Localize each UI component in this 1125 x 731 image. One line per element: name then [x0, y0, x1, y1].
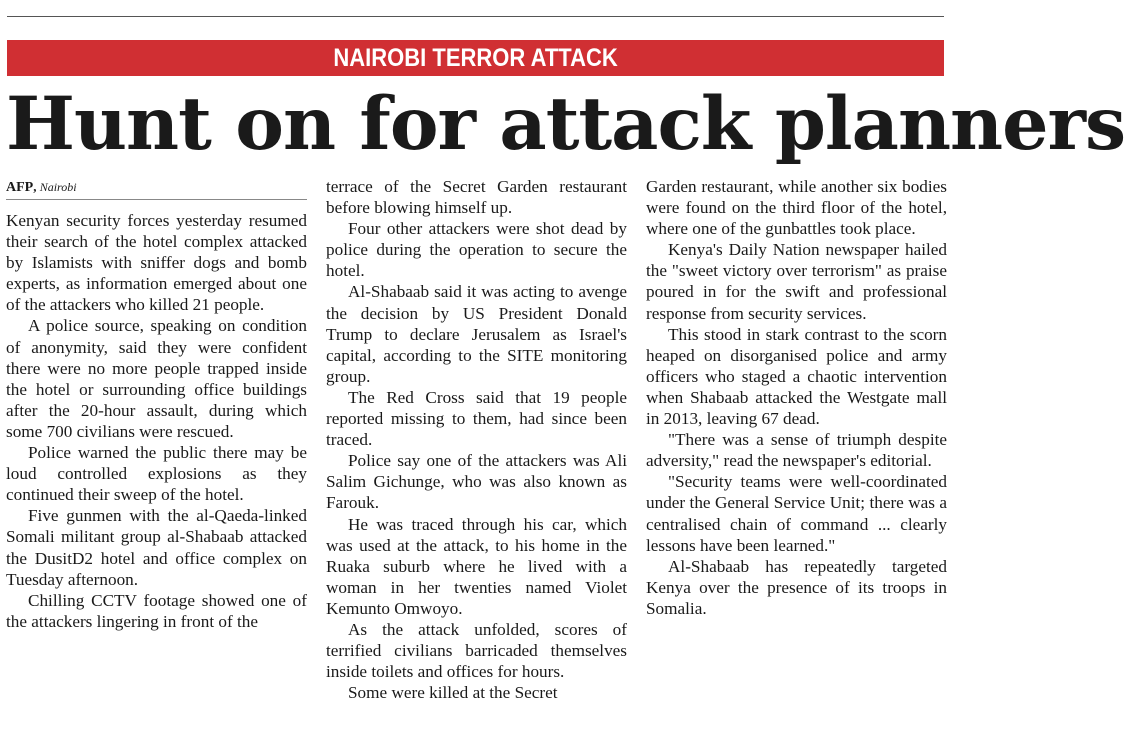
byline-place: Nairobi	[39, 180, 77, 194]
paragraph: Police say one of the attackers was Ali Salim Gichunge, who was also known as Farouk.	[326, 451, 627, 513]
paragraph: Five gunmen with the al-Qaeda-linked Somali militant group al-Shabaab attacked the DusitD2 hotel and office complex on Tuesday afternoon.	[6, 506, 307, 589]
headline: Hunt on for attack planners	[6, 81, 1125, 167]
article-column-2	[326, 176, 627, 703]
paragraph: The Red Cross said that 19 people reported missing to them, had since been traced.	[326, 387, 627, 450]
article-column-1	[6, 176, 307, 632]
paragraph: As the attack unfolded, scores of terrified civilians barricaded themselves inside toilets and offices for hours.	[326, 619, 627, 682]
paragraph: Garden restaurant, while another six bodies were found on the third floor of the hotel, where one of the gunbattles took place.	[646, 177, 947, 239]
paragraph: Al-Shabaab has repeatedly targeted Kenya over the presence of its troops in Somalia.	[646, 556, 947, 618]
paragraph: Kenya's Daily Nation newspaper hailed the "sweet victory over terrorism" as praise poured in for the swift and professional response from security services.	[646, 240, 947, 323]
paragraph: "There was a sense of triumph despite adversity," read the newspaper's editorial.	[646, 430, 947, 471]
paragraph: Police warned the public there may be loud controlled explosions as they continued their sweep of the hotel.	[6, 443, 307, 505]
paragraph: terrace of the Secret Garden restaurant before blowing himself up.	[326, 177, 627, 218]
article-column-3	[646, 176, 947, 619]
section-banner-label: NAIROBI TERROR ATTACK	[333, 43, 618, 72]
paragraph: "Security teams were well-coordinated under the General Service Unit; there was a centralised chain of command ... clearly lessons have been learned."	[646, 472, 947, 555]
paragraph: Al-Shabaab said it was acting to avenge the decision by US President Donald Trump to declare Jerusalem as Israel's capital, according to the SITE monitoring group.	[326, 282, 627, 386]
byline	[6, 176, 307, 200]
byline-separator: ,	[33, 179, 37, 194]
top-divider	[7, 16, 944, 17]
paragraph: Four other attackers were shot dead by police during the operation to secure the hotel.	[326, 219, 627, 281]
paragraph: This stood in stark contrast to the scorn heaped on disorganised police and army officers who staged a chaotic intervention when Shabaab attacked the Westgate mall in 2013, leaving 67 dead.	[646, 324, 947, 429]
paragraph: Some were killed at the Secret	[348, 683, 558, 703]
paragraph: Kenyan security forces yesterday resumed their search of the hotel complex attacked by Islamists with sniffer dogs and bomb experts, as information emerged about one of the attackers who killed 21 people.	[6, 211, 307, 315]
paragraph: A police source, speaking on condition of anonymity, said they were confident there were no more people trapped inside the hotel or surrounding office buildings after the 20-hour assault, during which some 700 civilians were rescued.	[6, 316, 307, 441]
paragraph: Chilling CCTV footage showed one of the attackers lingering in front of the	[6, 590, 307, 631]
byline-agency: AFP	[6, 180, 34, 195]
byline-divider	[6, 199, 307, 200]
paragraph: He was traced through his car, which was used at the attack, to his home in the Ruaka suburb where he lived with a woman in her twenties named Violet Kemunto Omwoyo.	[326, 514, 627, 618]
section-banner	[7, 40, 944, 76]
